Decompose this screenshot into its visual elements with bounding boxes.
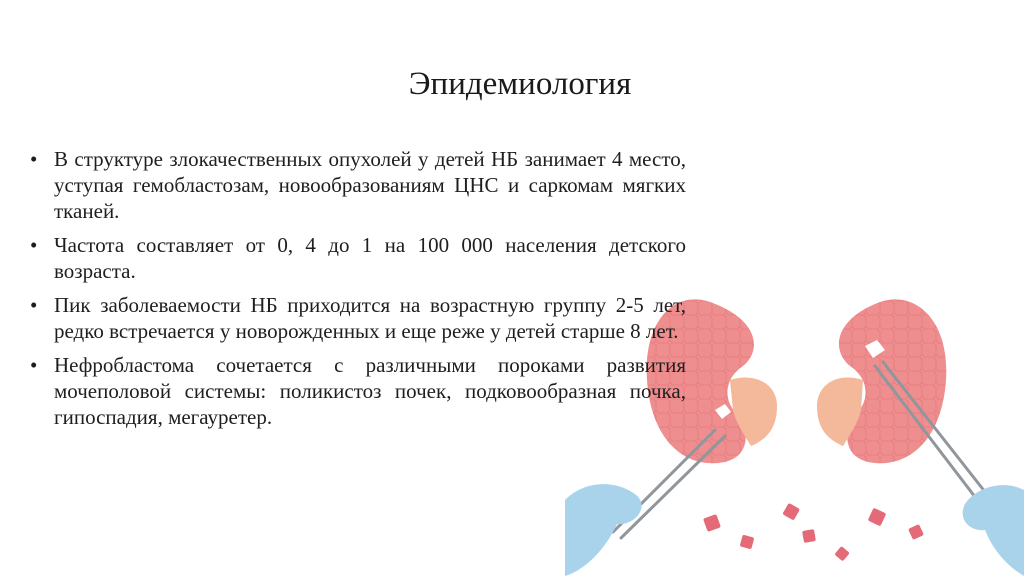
bullet-dot-icon: • xyxy=(30,147,38,171)
bullet-item xyxy=(30,352,686,430)
bullet-item xyxy=(30,146,686,224)
bullet-text: В структуре злокачественных опухолей у детей НБ занимает 4 место, уступая гемобластозам, новообразованиям ЦНС и саркомам мягких тканей. xyxy=(54,147,686,223)
bullet-list xyxy=(30,146,686,438)
bullet-dot-icon: • xyxy=(30,293,38,317)
puzzle-pieces-icon xyxy=(703,503,924,562)
bullet-text: Частота составляет от 0, 4 до 1 на 100 000 населения детского возраста. xyxy=(54,233,686,283)
bullet-dot-icon: • xyxy=(30,233,38,257)
glove-hands-icon xyxy=(565,484,1024,576)
bullet-dot-icon: • xyxy=(30,353,38,377)
right-kidney-icon xyxy=(817,299,946,463)
bullet-item xyxy=(30,292,686,344)
bullet-text: Пик заболеваемости НБ приходится на возрастную группу 2-5 лет, редко встречается у новорожденных и еще реже у детей старше 8 лет. xyxy=(54,293,686,343)
slide-title: Эпидемиология xyxy=(408,66,632,102)
bullet-item xyxy=(30,232,686,284)
bullet-text: Нефробластома сочетается с различными пороками развития мочеполовой системы: поликистоз почек, подковообразная почка, гипоспадия, мегауретер. xyxy=(54,353,686,429)
